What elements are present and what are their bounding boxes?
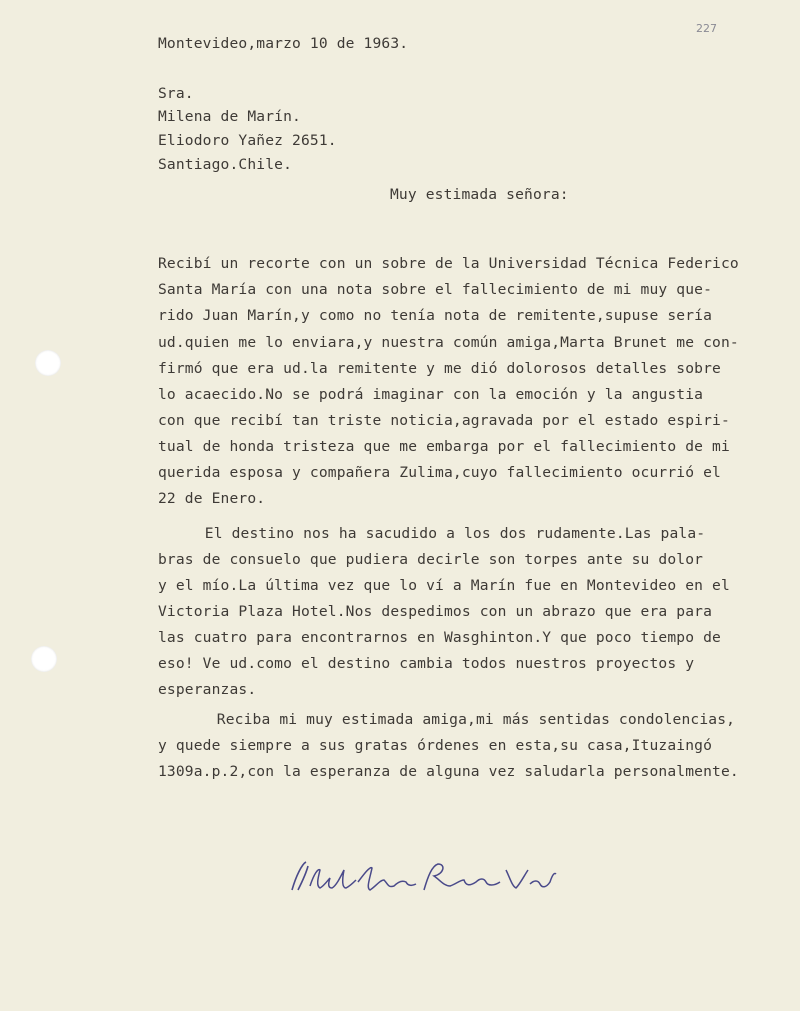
body-line: tual de honda tristeza que me embarga por el fallecimiento de mi <box>158 438 730 455</box>
body-line: El destino nos ha sacudido a los dos rudamente.Las pala- <box>178 525 706 542</box>
body-line: Reciba mi muy estimada amiga,mi más sentidas condolencias, <box>190 711 736 728</box>
recipient-line: Sra. <box>158 85 194 102</box>
dateline: Montevideo,marzo 10 de 1963. <box>158 35 409 52</box>
body-line: las cuatro para encontrarnos en Wasghinton.Y que poco tiempo de <box>158 629 721 646</box>
archive-number: 227 <box>696 22 717 35</box>
handwritten-signature <box>284 856 564 900</box>
salutation: Muy estimada señora: <box>390 186 569 203</box>
body-line: ud.quien me lo enviara,y nuestra común amiga,Marta Brunet me con- <box>158 334 739 351</box>
body-line: y el mío.La última vez que lo ví a Marín fue en Montevideo en el <box>158 577 730 594</box>
body-line: con que recibí tan triste noticia,agravada por el estado espiri- <box>158 412 730 429</box>
body-line: y quede siempre a sus gratas órdenes en esta,su casa,Ituzaingó <box>158 737 713 754</box>
recipient-line: Santiago.Chile. <box>158 156 293 173</box>
body-line: Santa María con una nota sobre el fallecimiento de mi muy que- <box>158 281 713 298</box>
body-line: 22 de Enero. <box>158 490 266 507</box>
body-line: querida esposa y compañera Zulima,cuyo fallecimiento ocurrió el <box>158 464 721 481</box>
recipient-line: Milena de Marín. <box>158 108 301 125</box>
body-line: Victoria Plaza Hotel.Nos despedimos con un abrazo que era para <box>158 603 713 620</box>
body-line: Recibí un recorte con un sobre de la Universidad Técnica Federico <box>158 255 739 272</box>
body-line: bras de consuelo que pudiera decirle son torpes ante su dolor <box>158 551 704 568</box>
body-line: 1309a.p.2,con la esperanza de alguna vez saludarla personalmente. <box>158 763 739 780</box>
body-line: rido Juan Marín,y como no tenía nota de remitente,supuse sería <box>158 307 713 324</box>
body-line: eso! Ve ud.como el destino cambia todos nuestros proyectos y <box>158 655 695 672</box>
punch-hole-top <box>35 350 61 376</box>
body-line: lo acaecido.No se podrá imaginar con la emoción y la angustia <box>158 386 704 403</box>
body-line: firmó que era ud.la remitente y me dió dolorosos detalles sobre <box>158 360 721 377</box>
body-line: esperanzas. <box>158 681 257 698</box>
recipient-line: Eliodoro Yañez 2651. <box>158 132 337 149</box>
punch-hole-bottom <box>31 646 57 672</box>
